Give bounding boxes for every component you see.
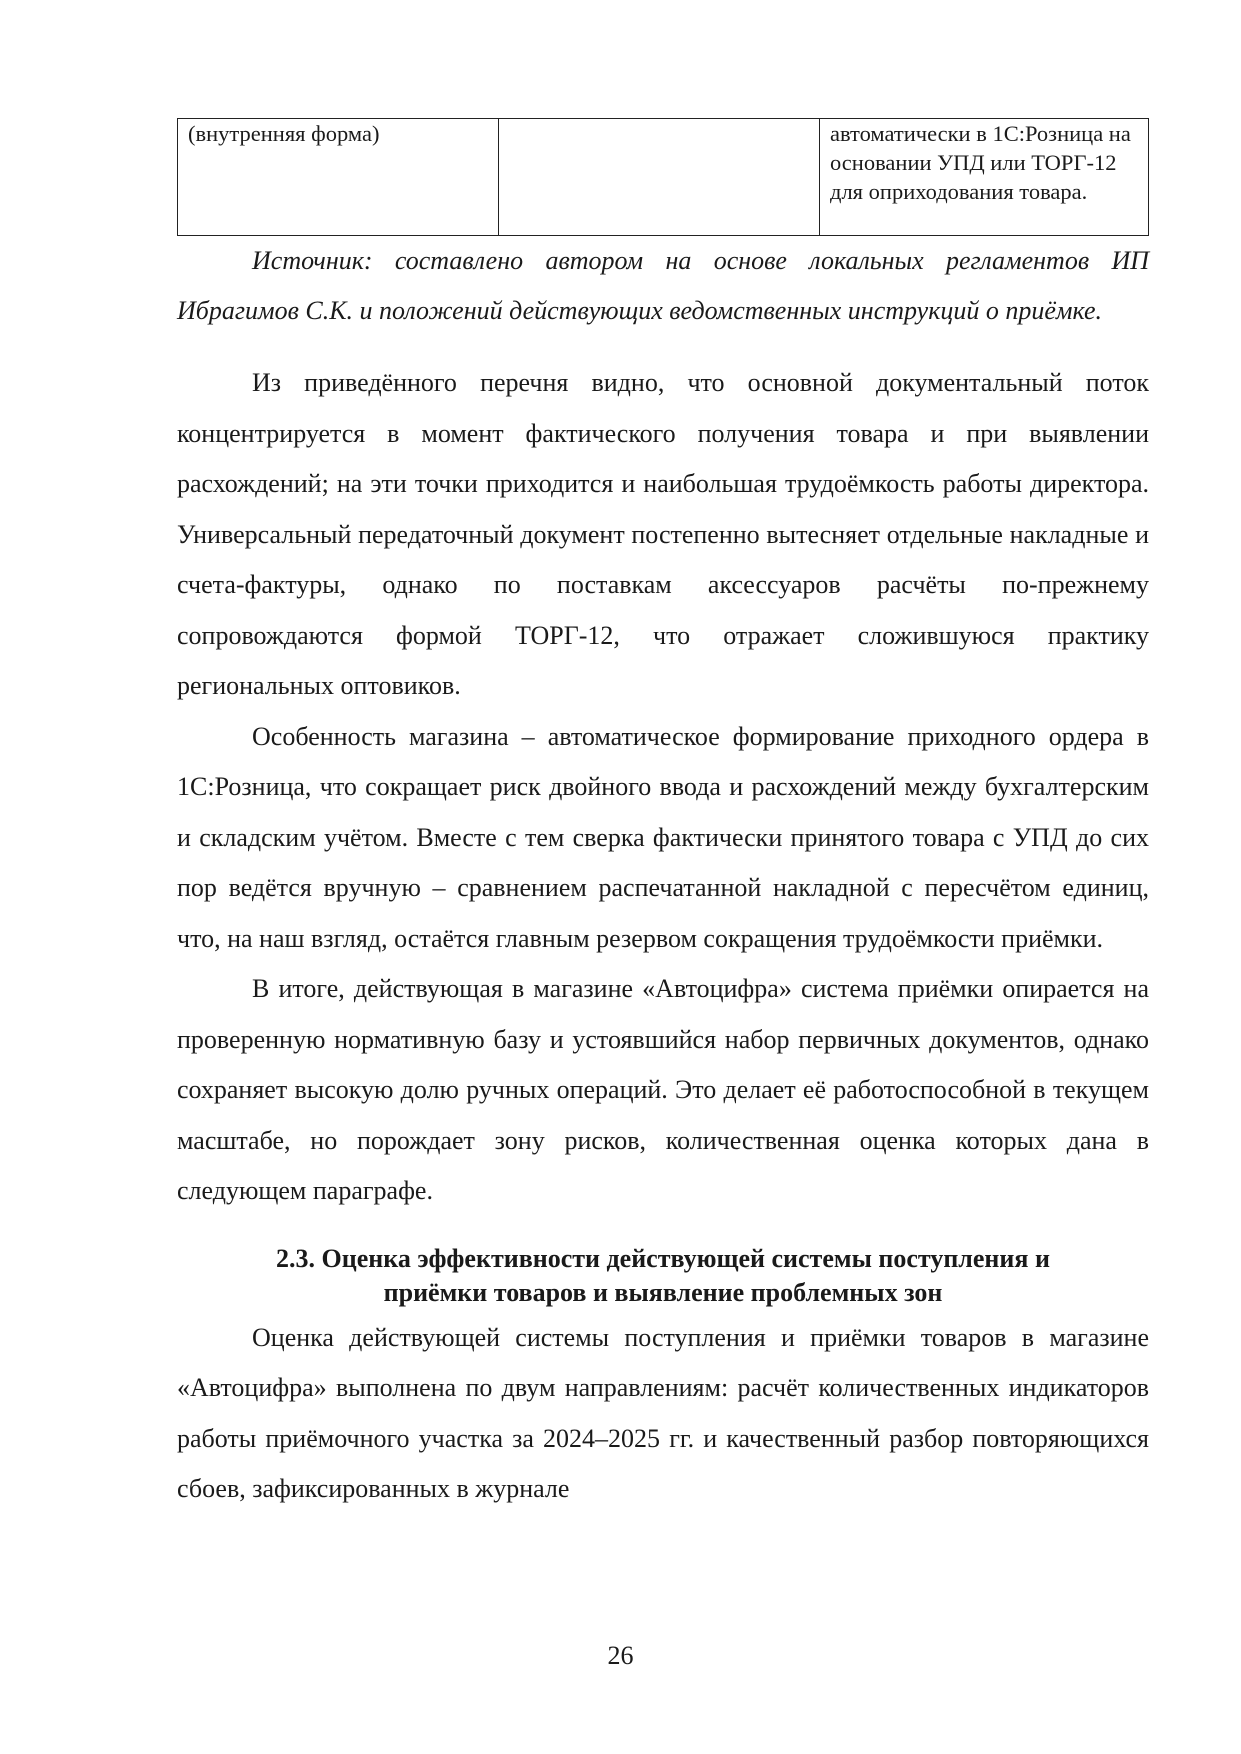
body-paragraph: Из приведённого перечня видно, что основной документальный поток концентрируется в момент фактического получения товара и при выявлении расхождений; на эти точки приходится и наибольшая трудоёмкость работы директора. Универсальный передаточный документ постепенно вытесняет отдельные накладные и счета-фактуры, однако по поставкам аксессуаров расчёты по-прежнему сопровождаются формой ТОРГ-12, что отражает сложившуюся практику региональных оптовиков. <box>177 368 1149 700</box>
table-cell <box>499 119 820 236</box>
body-paragraph: Оценка действующей системы поступления и приёмки товаров в магазине «Автоцифра» выполнена по двум направлениям: расчёт количественных индикаторов работы приёмочного участка за 2024–2025 гг. и качественный разбор повторяющихся сбоев, зафиксированных в журнале <box>177 1322 1149 1503</box>
section-heading-line: приёмки товаров и выявление проблемных зон <box>383 1277 943 1307</box>
document-page <box>177 118 1149 1515</box>
body-paragraph: В итоге, действующая в магазине «Автоцифра» система приёмки опирается на проверенную нормативную базу и устоявшийся набор первичных документов, однако сохраняет высокую долю ручных операций. Это делает её работоспособной в текущем масштабе, но порождает зону рисков, количественная оценка которых дана в следующем параграфе. <box>177 974 1149 1205</box>
table-cell: (внутренняя форма) <box>178 119 499 236</box>
table-row <box>178 119 1149 236</box>
table-source-note: Источник: составлено автором на основе локальных регламентов ИП Ибрагимов С.К. и положений действующих ведомственных инструкций о приёмке. <box>177 246 1149 325</box>
continuation-table <box>177 118 1149 236</box>
section-heading <box>177 1242 1149 1310</box>
body-paragraph: Особенность магазина – автоматическое формирование приходного ордера в 1С:Розница, что сокращает риск двойного ввода и расхождений между бухгалтерским и складским учётом. Вместе с тем сверка фактически принятого товара с УПД до сих пор ведётся вручную – сравнением распечатанной накладной с пересчётом единиц, что, на наш взгляд, остаётся главным резервом сокращения трудоёмкости приёмки. <box>177 721 1149 953</box>
page-number: 26 <box>607 1641 634 1670</box>
section-heading-line: 2.3. Оценка эффективности действующей системы поступления и <box>276 1243 1050 1273</box>
table-cell: автоматически в 1С:Розница на основании УПД или ТОРГ-12 для оприходования товара. <box>820 119 1149 236</box>
